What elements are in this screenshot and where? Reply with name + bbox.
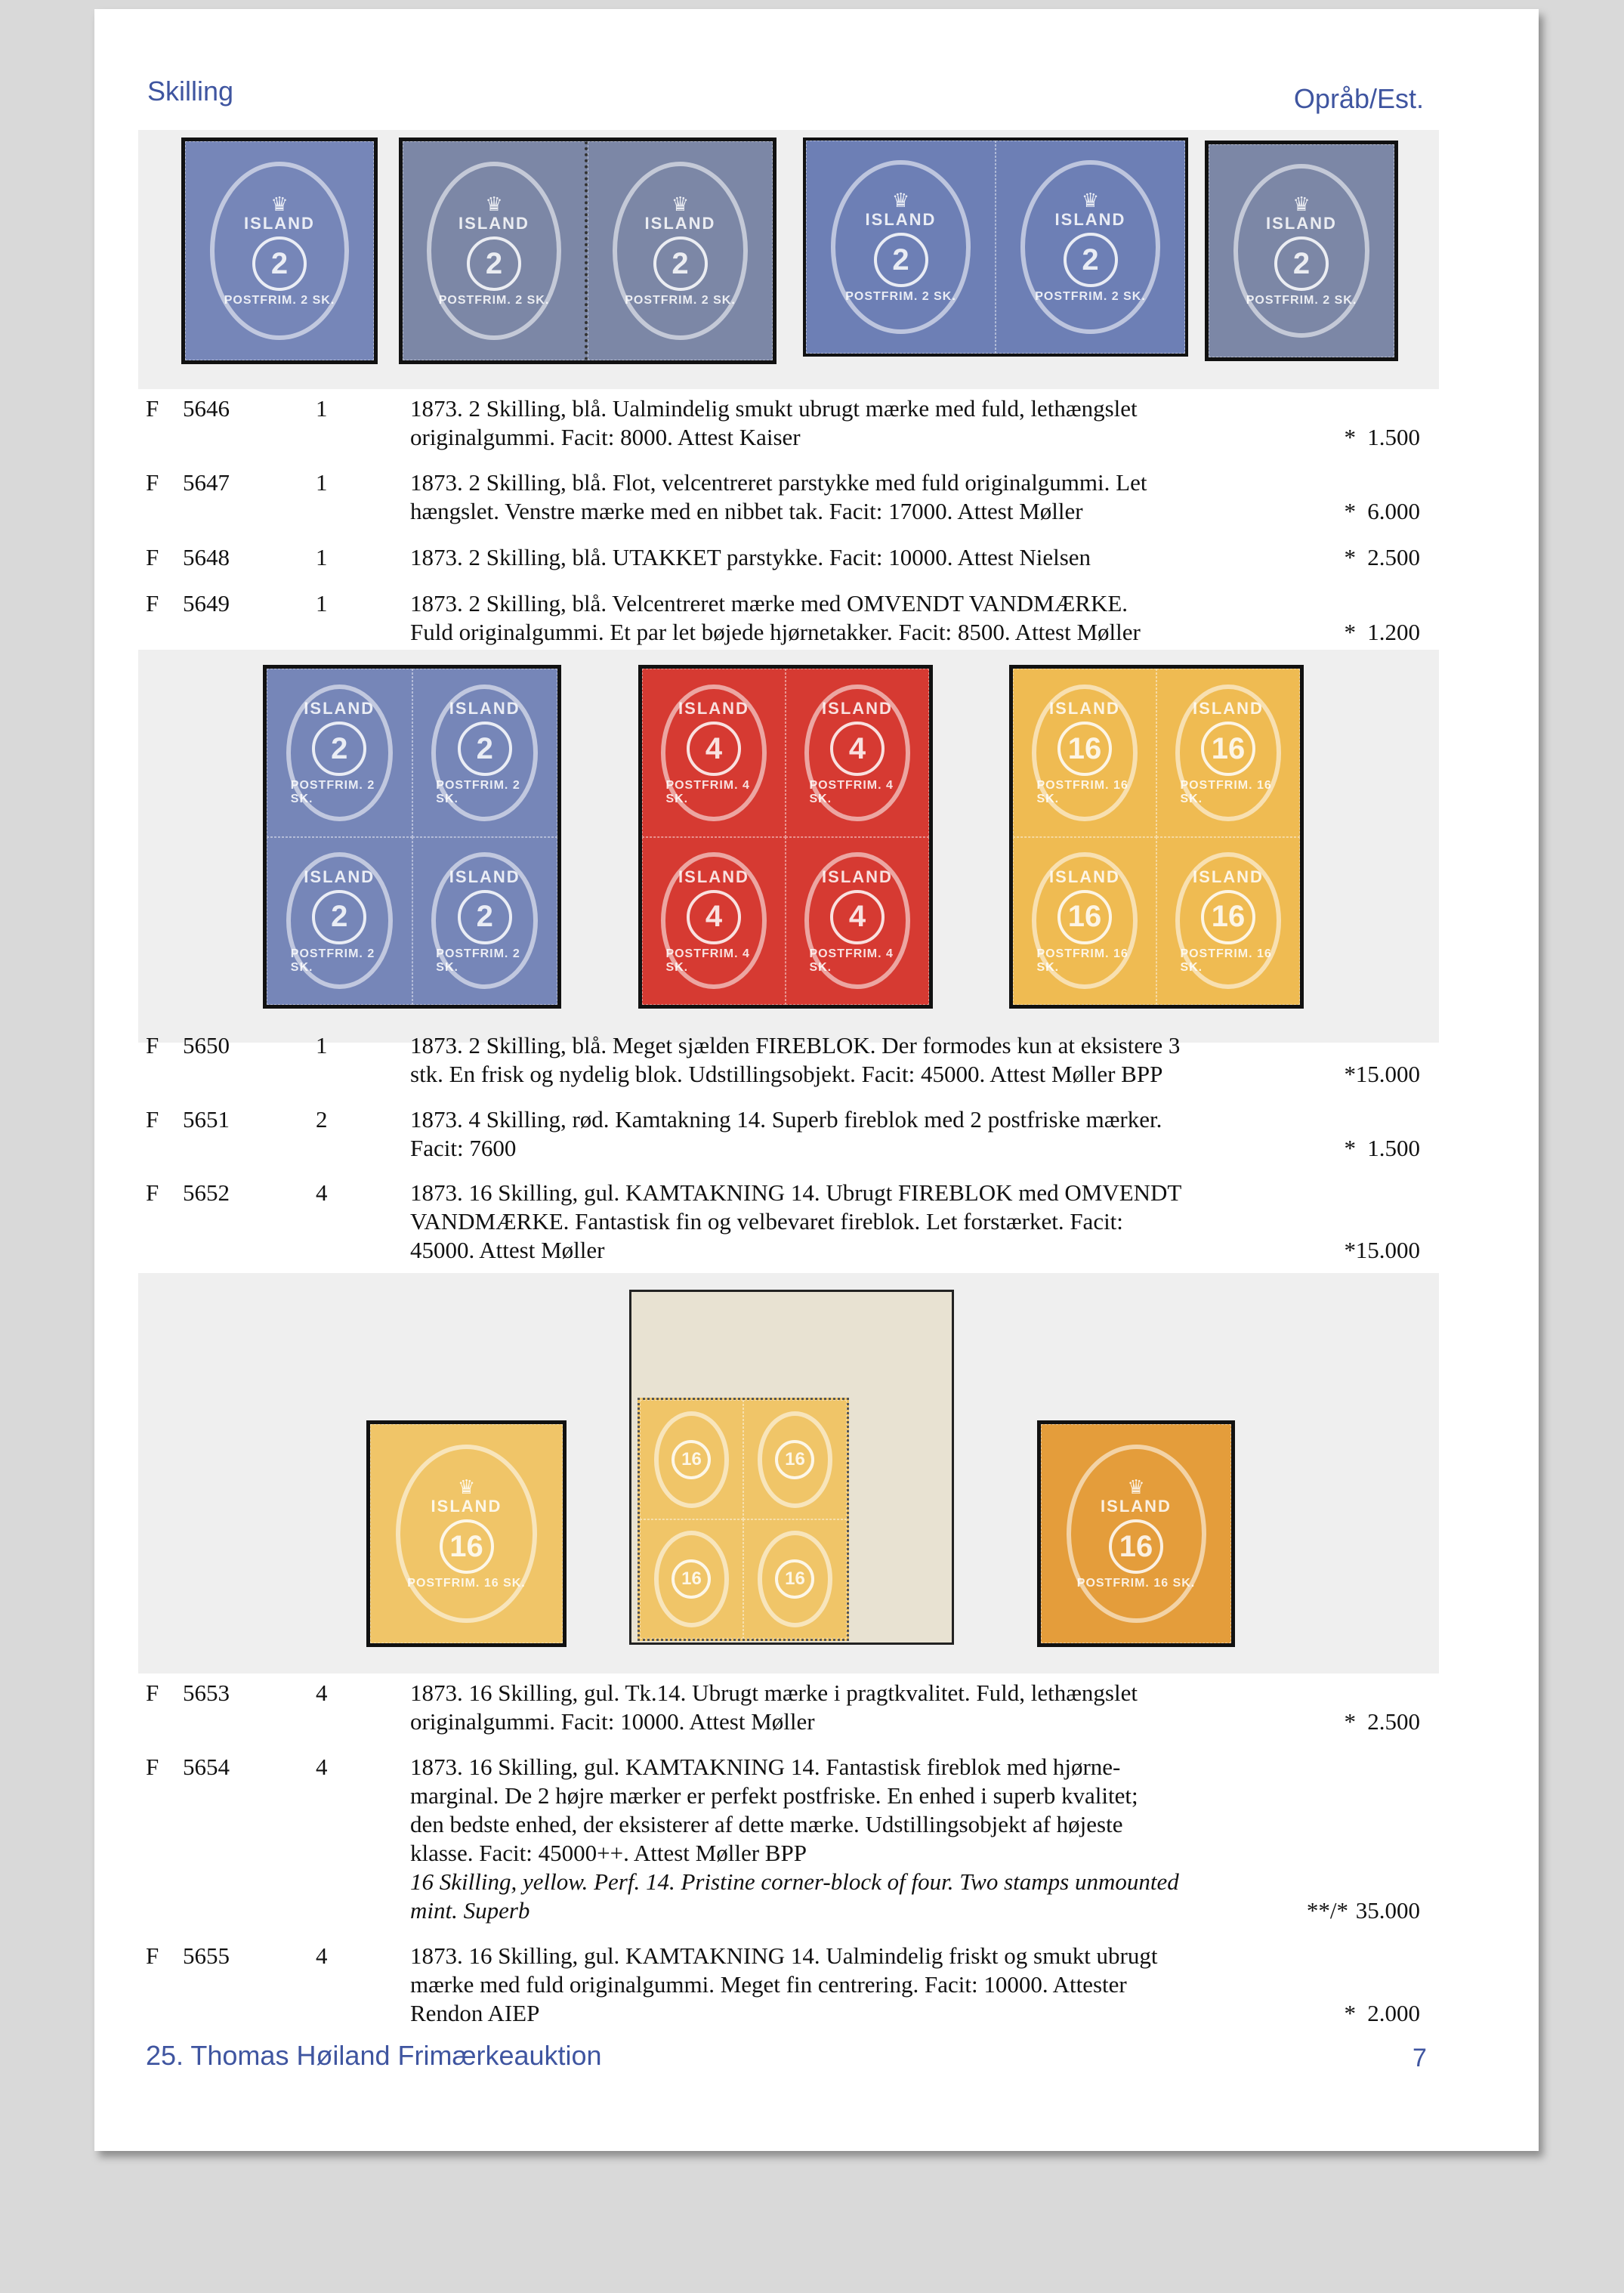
crown-icon: ♛ xyxy=(1081,189,1100,212)
stamp-cell xyxy=(412,837,558,1006)
lot-number: 5646 xyxy=(183,395,230,422)
stamp-cell xyxy=(588,141,773,360)
lot-number: 5652 xyxy=(183,1179,230,1206)
lot-quantity: 1 xyxy=(316,469,328,496)
stamp-country: ISLAND xyxy=(644,214,716,233)
stamp-inscription: POSTFRIM. 2 SK. xyxy=(290,947,375,974)
stamp-value: 4 xyxy=(830,890,885,944)
stamp-country: ISLAND xyxy=(431,1497,502,1516)
stamp-cell xyxy=(185,141,374,360)
stamp-photo-row-3 xyxy=(138,1273,1439,1673)
stamp-inscription: POSTFRIM. 2 SK. xyxy=(1035,290,1146,303)
lot-estimate: 2.500 xyxy=(1367,1708,1420,1735)
english-description-line: 16 Skilling, yellow. Perf. 14. Pristine corner-block of four. Two stamps unmounted xyxy=(410,1868,1179,1895)
lot-prefix: F xyxy=(146,544,159,570)
lot-estimate: 15.000 xyxy=(1355,1061,1420,1087)
lot-prefix: F xyxy=(146,1754,159,1780)
lot-estimate: 2.000 xyxy=(1367,2000,1420,2026)
stamp-value: 16 xyxy=(1201,722,1255,776)
stamp-value: 16 xyxy=(775,1440,814,1479)
stamp-cell xyxy=(267,837,412,1006)
corner-block-stamps xyxy=(638,1398,849,1641)
english-description-line: mint. Superb xyxy=(410,1897,530,1924)
stamp-oval xyxy=(431,685,538,821)
block-of-four-lot-5652 xyxy=(1009,665,1304,1009)
stamp-oval xyxy=(661,852,766,989)
lot-quantity: 4 xyxy=(316,1179,328,1206)
stamp-oval xyxy=(286,852,393,989)
stamp-inscription: POSTFRIM. 4 SK. xyxy=(665,947,750,974)
lot-quantity: 1 xyxy=(316,395,328,422)
stamp-value: 2 xyxy=(458,890,512,944)
stamp-inscription: POSTFRIM. 4 SK. xyxy=(809,947,894,974)
stamp-value: 2 xyxy=(653,236,708,291)
stamp-cell xyxy=(743,1400,847,1519)
lot-condition: * xyxy=(1344,1061,1356,1087)
stamp-value: 16 xyxy=(672,1559,711,1599)
lot-description xyxy=(410,1679,1301,1736)
crown-icon: ♛ xyxy=(485,193,503,215)
stamp-oval xyxy=(1020,160,1159,334)
stamp-country: ISLAND xyxy=(822,867,893,886)
crown-icon: ♛ xyxy=(1127,1476,1145,1498)
corner-block-lot-5654 xyxy=(629,1290,954,1645)
lot-number: 5649 xyxy=(183,590,230,617)
lot-quantity: 4 xyxy=(316,1680,328,1706)
stamp-cell xyxy=(403,141,588,360)
lot-quantity: 4 xyxy=(316,1754,328,1780)
stamp-inscription: POSTFRIM. 4 SK. xyxy=(809,779,894,806)
lot-description xyxy=(410,394,1301,452)
description-line: Facit: 7600 xyxy=(410,1135,517,1161)
block-of-four-lot-5651 xyxy=(638,665,933,1009)
stamp-value: 2 xyxy=(1274,236,1329,291)
stamp-oval xyxy=(831,160,970,334)
stamp-oval xyxy=(1233,164,1370,338)
stamp-cell xyxy=(642,669,786,837)
stamp-country: ISLAND xyxy=(678,867,749,886)
description-line: Rendon AIEP xyxy=(410,2000,540,2026)
lot-prefix: F xyxy=(146,1680,159,1706)
stamp-cell xyxy=(1209,144,1394,357)
description-line: 45000. Attest Møller xyxy=(410,1237,605,1263)
description-line: 1873. 4 Skilling, rød. Kamtakning 14. Superb fireblok med 2 postfriske mærker. xyxy=(410,1106,1162,1133)
description-line: 1873. 2 Skilling, blå. Velcentreret mærke med OMVENDT VANDMÆRKE. xyxy=(410,590,1128,617)
stamp-cell xyxy=(642,837,786,1006)
lot-condition: * xyxy=(1344,1237,1356,1263)
lot-estimate: 6.000 xyxy=(1367,498,1420,524)
stamp-inscription: POSTFRIM. 4 SK. xyxy=(665,779,750,806)
stamp-inscription: POSTFRIM. 16 SK. xyxy=(1036,947,1128,974)
stamp-inscription: POSTFRIM. 2 SK. xyxy=(436,947,520,974)
stamp-value: 16 xyxy=(1109,1519,1163,1574)
lot-number: 5651 xyxy=(183,1106,230,1133)
imperf-pair-lot-5648 xyxy=(803,138,1188,357)
description-line: 1873. 2 Skilling, blå. Flot, velcentreret parstykke med fuld originalgummi. Let xyxy=(410,469,1147,496)
lot-description xyxy=(410,468,1301,526)
stamp-country: ISLAND xyxy=(678,699,749,718)
stamp-inscription: POSTFRIM. 16 SK. xyxy=(1036,779,1128,806)
lot-estimate: 1.500 xyxy=(1367,424,1420,450)
lot-prefix: F xyxy=(146,1942,159,1969)
crown-icon: ♛ xyxy=(891,189,910,212)
lot-description xyxy=(410,589,1301,647)
stamp-oval xyxy=(431,852,538,989)
stamp-value: 2 xyxy=(252,236,307,291)
stamp-cell xyxy=(1013,669,1156,837)
stamp-oval xyxy=(661,685,766,821)
stamp-oval xyxy=(654,1531,730,1627)
stamp-oval xyxy=(396,1445,537,1623)
stamp-cell xyxy=(996,141,1185,354)
description-line: stk. En frisk og nydelig blok. Udstillingsobjekt. Facit: 45000. Attest Møller BPP xyxy=(410,1061,1163,1087)
lot-quantity: 1 xyxy=(316,590,328,617)
stamp-oval xyxy=(1032,685,1137,821)
stamp-country: ISLAND xyxy=(1054,210,1126,229)
stamp-value: 4 xyxy=(687,722,741,776)
stamp-inscription: POSTFRIM. 2 SK. xyxy=(1246,294,1357,307)
lot-condition: * xyxy=(1344,619,1356,645)
lot-description xyxy=(410,1031,1301,1089)
lot-quantity: 1 xyxy=(316,544,328,570)
description-line: 1873. 2 Skilling, blå. UTAKKET parstykke. Facit: 10000. Attest Nielsen xyxy=(410,544,1091,570)
lot-number: 5650 xyxy=(183,1032,230,1058)
description-line: hængslet. Venstre mærke med en nibbet tak. Facit: 17000. Attest Møller xyxy=(410,498,1083,524)
stamp-value: 2 xyxy=(467,236,521,291)
stamp-cell xyxy=(267,669,412,837)
stamp-inscription: POSTFRIM. 2 SK. xyxy=(224,294,335,307)
stamp-lot-5655 xyxy=(1037,1420,1235,1647)
lot-estimate: 1.200 xyxy=(1367,619,1420,645)
stamp-oval xyxy=(1032,852,1137,989)
stamp-oval xyxy=(1175,852,1280,989)
lot-number: 5647 xyxy=(183,469,230,496)
stamp-oval xyxy=(804,685,909,821)
stamp-cell xyxy=(1041,1424,1231,1643)
stamp-value: 4 xyxy=(830,722,885,776)
stamp-oval xyxy=(758,1411,833,1508)
lot-condition: * xyxy=(1344,2000,1356,2026)
stamp-inscription: POSTFRIM. 2 SK. xyxy=(438,294,550,307)
description-line: den bedste enhed, der eksisterer af dette mærke. Udstillingsobjekt af højeste xyxy=(410,1811,1123,1837)
stamp-country: ISLAND xyxy=(304,867,375,886)
section-title: Skilling xyxy=(147,76,234,107)
description-line: originalgummi. Facit: 8000. Attest Kaiser xyxy=(410,424,801,450)
description-line: 1873. 16 Skilling, gul. KAMTAKNING 14. Ualmindelig friskt og smukt ubrugt xyxy=(410,1942,1158,1969)
stamp-value: 2 xyxy=(874,233,928,287)
stamp-oval xyxy=(758,1531,833,1627)
stamp-country: ISLAND xyxy=(1049,699,1120,718)
stamp-oval xyxy=(654,1411,730,1508)
lot-prefix: F xyxy=(146,469,159,496)
stamp-inscription: POSTFRIM. 2 SK. xyxy=(436,779,520,806)
stamp-country: ISLAND xyxy=(449,867,520,886)
crown-icon: ♛ xyxy=(457,1476,476,1498)
lot-condition: * xyxy=(1344,1135,1356,1161)
lot-quantity: 4 xyxy=(316,1942,328,1969)
lot-prefix: F xyxy=(146,395,159,422)
lot-estimate: 35.000 xyxy=(1355,1897,1420,1924)
stamp-oval xyxy=(804,852,909,989)
description-line: 1873. 2 Skilling, blå. Meget sjælden FIREBLOK. Der formodes kun at eksistere 3 xyxy=(410,1032,1181,1058)
lot-description xyxy=(410,1105,1301,1163)
stamp-pair-lot-5647 xyxy=(399,138,776,364)
stamp-value: 16 xyxy=(1057,890,1112,944)
stamp-country: ISLAND xyxy=(1049,867,1120,886)
lot-condition: * xyxy=(1344,1708,1356,1735)
stamp-cell xyxy=(1156,669,1300,837)
stamp-value: 2 xyxy=(312,890,366,944)
lot-prefix: F xyxy=(146,590,159,617)
stamp-country: ISLAND xyxy=(1266,214,1337,233)
lot-prefix: F xyxy=(146,1032,159,1058)
description-line: klasse. Facit: 45000++. Attest Møller BPP xyxy=(410,1840,807,1866)
stamp-value: 4 xyxy=(687,890,741,944)
description-line: 1873. 16 Skilling, gul. KAMTAKNING 14. Fantastisk fireblok med hjørne- xyxy=(410,1754,1121,1780)
stamp-cell xyxy=(640,1519,743,1639)
lot-prefix: F xyxy=(146,1106,159,1133)
lot-description xyxy=(410,1179,1301,1265)
stamp-photo-row-1 xyxy=(138,130,1439,389)
lot-estimate: 2.500 xyxy=(1367,544,1420,570)
stamp-cell xyxy=(640,1400,743,1519)
description-line: VANDMÆRKE. Fantastisk fin og velbevaret fireblok. Let forstærket. Facit: xyxy=(410,1208,1123,1235)
block-of-four-lot-5650 xyxy=(263,665,561,1009)
stamp-value: 16 xyxy=(672,1440,711,1479)
lot-estimate: 15.000 xyxy=(1355,1237,1420,1263)
lot-condition: * xyxy=(1344,424,1356,450)
stamp-value: 2 xyxy=(458,722,512,776)
description-line: marginal. De 2 højre mærker er perfekt postfriske. En enhed i superb kvalitet; xyxy=(410,1782,1138,1809)
stamp-inscription: POSTFRIM. 16 SK. xyxy=(1076,1577,1196,1590)
lot-number: 5653 xyxy=(183,1680,230,1706)
stamp-inscription: POSTFRIM. 2 SK. xyxy=(845,290,956,303)
stamp-oval xyxy=(1175,685,1280,821)
stamp-oval xyxy=(427,162,561,340)
stamp-country: ISLAND xyxy=(449,699,520,718)
stamp-oval xyxy=(613,162,749,340)
lot-prefix: F xyxy=(146,1179,159,1206)
description-line: originalgummi. Facit: 10000. Attest Møller xyxy=(410,1708,815,1735)
stamp-cell xyxy=(370,1424,563,1643)
stamp-cell xyxy=(786,669,929,837)
lot-quantity: 2 xyxy=(316,1106,328,1133)
lot-number: 5654 xyxy=(183,1754,230,1780)
stamp-oval xyxy=(286,685,393,821)
auction-footer: 25. Thomas Høiland Frimærkeauktion xyxy=(146,2040,602,2071)
stamp-value: 16 xyxy=(1201,890,1255,944)
lot-description xyxy=(410,543,1301,572)
lot-estimate: 1.500 xyxy=(1367,1135,1420,1161)
stamp-value: 2 xyxy=(1064,233,1118,287)
stamp-cell xyxy=(786,837,929,1006)
stamp-inscription: POSTFRIM. 2 SK. xyxy=(625,294,736,307)
crown-icon: ♛ xyxy=(270,193,289,215)
stamp-value: 16 xyxy=(440,1519,494,1574)
stamp-value: 2 xyxy=(312,722,366,776)
stamp-value: 16 xyxy=(775,1559,814,1599)
description-line: Fuld originalgummi. Et par let bøjede hjørnetakker. Facit: 8500. Attest Møller xyxy=(410,619,1141,645)
stamp-oval xyxy=(210,162,349,340)
crown-icon: ♛ xyxy=(1292,193,1311,215)
stamp-cell xyxy=(1013,837,1156,1006)
description-line: 1873. 16 Skilling, gul. KAMTAKNING 14. Ubrugt FIREBLOK med OMVENDT xyxy=(410,1179,1182,1206)
crown-icon: ♛ xyxy=(671,193,690,215)
stamp-cell xyxy=(1156,837,1300,1006)
lot-number: 5648 xyxy=(183,544,230,570)
stamp-inscription: POSTFRIM. 16 SK. xyxy=(1180,779,1272,806)
stamp-lot-5646 xyxy=(181,138,378,364)
lot-condition: * xyxy=(1344,544,1356,570)
lot-description xyxy=(410,1753,1301,1925)
description-line: 1873. 2 Skilling, blå. Ualmindelig smukt ubrugt mærke med fuld, lethængslet xyxy=(410,395,1138,422)
stamp-country: ISLAND xyxy=(458,214,529,233)
stamp-country: ISLAND xyxy=(1193,699,1264,718)
stamp-country: ISLAND xyxy=(865,210,937,229)
description-line: mærke med fuld originalgummi. Meget fin centrering. Facit: 10000. Attester xyxy=(410,1971,1127,1998)
stamp-country: ISLAND xyxy=(244,214,315,233)
stamp-country: ISLAND xyxy=(304,699,375,718)
lot-number: 5655 xyxy=(183,1942,230,1969)
stamp-cell xyxy=(806,141,996,354)
stamp-cell xyxy=(743,1519,847,1639)
lot-description xyxy=(410,1942,1301,2028)
stamp-country: ISLAND xyxy=(1101,1497,1172,1516)
stamp-cell xyxy=(412,669,558,837)
stamp-lot-5649 xyxy=(1205,141,1398,361)
stamp-value: 16 xyxy=(1057,722,1112,776)
stamp-inscription: POSTFRIM. 2 SK. xyxy=(290,779,375,806)
description-line: 1873. 16 Skilling, gul. Tk.14. Ubrugt mærke i pragtkvalitet. Fuld, lethængslet xyxy=(410,1680,1138,1706)
lot-condition: * xyxy=(1344,498,1356,524)
stamp-oval xyxy=(1067,1445,1206,1623)
lot-quantity: 1 xyxy=(316,1032,328,1058)
page-number: 7 xyxy=(1413,2044,1427,2072)
stamp-inscription: POSTFRIM. 16 SK. xyxy=(407,1577,526,1590)
stamp-photo-row-2 xyxy=(138,650,1439,1043)
stamp-country: ISLAND xyxy=(822,699,893,718)
stamp-country: ISLAND xyxy=(1193,867,1264,886)
lot-condition: **/* xyxy=(1306,1897,1348,1924)
stamp-lot-5653 xyxy=(366,1420,567,1647)
stamp-inscription: POSTFRIM. 16 SK. xyxy=(1180,947,1272,974)
estimate-column-label: Opråb/Est. xyxy=(1293,83,1424,114)
